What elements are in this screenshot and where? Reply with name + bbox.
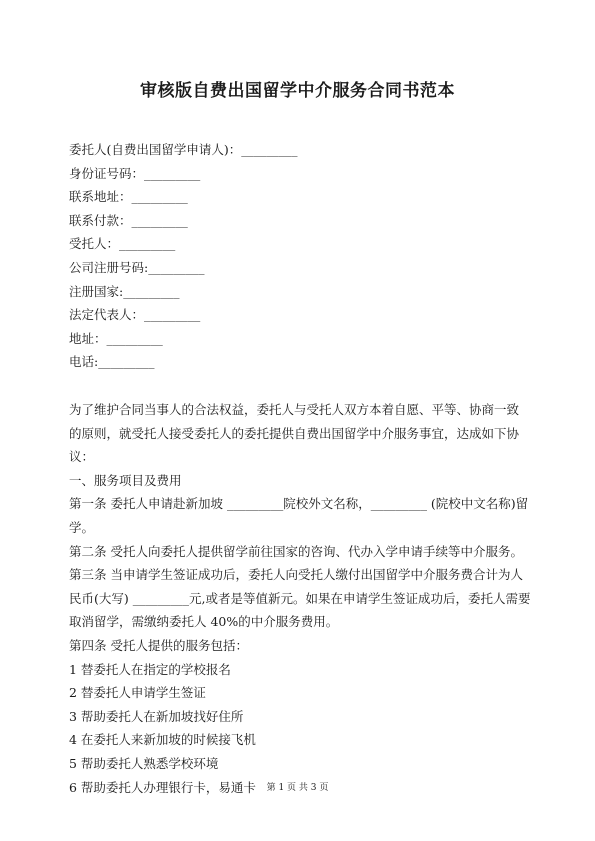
field-client: 委托人(自费出国留学申请人)：_________ <box>69 142 298 157</box>
service-item: 5 帮助委托人熟悉学校环境 <box>69 755 219 771</box>
field-address: 地址：_________ <box>69 330 163 346</box>
party-info-section <box>69 142 539 378</box>
page-number-footer: 第 1 页 共 3 页 <box>266 783 329 793</box>
field-company-registration: 公司注册号码:_________ <box>69 259 205 275</box>
field-contact-payment: 联系付款：_________ <box>69 212 188 228</box>
field-contact-address: 联系地址：_________ <box>69 189 188 205</box>
field-phone: 电话:_________ <box>69 354 155 370</box>
field-legal-representative: 法定代表人：_________ <box>69 307 201 323</box>
field-agent: 受托人：_________ <box>69 236 176 252</box>
article-3: 第三条 当申请学生签证成功后，委托人向受托人缴付出国留学中介服务费合计为人民币(大写) _________元,或者是等值新元。如果在申请学生签证成功后，委托人需要取消留学，需缴纳委托人 40%的中介服务费用。 <box>69 567 531 630</box>
section-heading-services: 一、服务项目及费用 <box>69 472 182 488</box>
service-item: 4 在委托人来新加坡的时候接飞机 <box>69 732 256 748</box>
contract-body <box>69 398 531 799</box>
service-item: 2 替委托人申请学生签证 <box>69 685 206 701</box>
intro-paragraph: 为了维护合同当事人的合法权益，委托人与受托人双方本着自愿、平等、协商一致的原则，就受托人接受委托人的委托提供自费出国留学中介服务事宜，达成如下协议： <box>69 402 520 465</box>
article-1: 第一条 委托人申请赴新加坡 _________院校外文名称，_________ (院校中文名称)留学。 <box>69 496 529 535</box>
field-registration-country: 注册国家:_________ <box>69 283 180 299</box>
article-4: 第四条 受托人提供的服务包括： <box>69 637 248 653</box>
service-item: 3 帮助委托人在新加坡找好住所 <box>69 708 244 724</box>
document-title: 审核版自费出国留学中介服务合同书范本 <box>140 81 455 101</box>
service-item: 6 帮助委托人办理银行卡，易通卡 <box>69 779 256 795</box>
field-id-number: 身份证号码：_________ <box>69 165 201 181</box>
article-2: 第二条 受托人向委托人提供留学前往国家的咨询、代办入学申请手续等中介服务。 <box>69 543 523 559</box>
service-item: 1 替委托人在指定的学校报名 <box>69 661 231 677</box>
